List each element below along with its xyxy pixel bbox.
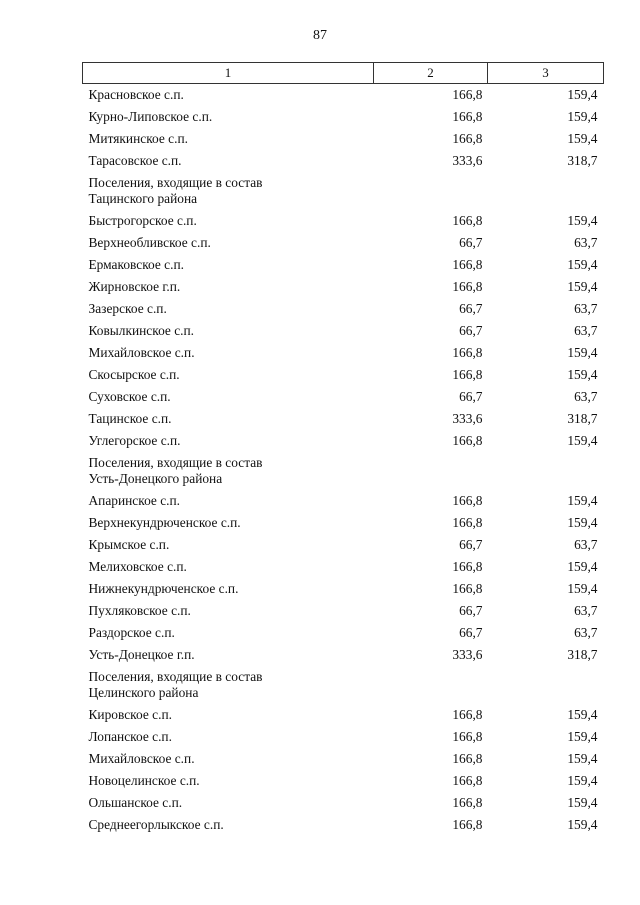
value-column-3: 159,4 <box>567 366 598 382</box>
table-row <box>83 770 604 792</box>
table-body <box>83 84 604 836</box>
value-column-3: 159,4 <box>567 87 598 102</box>
value-column-2: 166,8 <box>452 728 483 744</box>
table-row <box>83 600 604 622</box>
value-column-2: 166,8 <box>452 278 483 294</box>
value-column-2: 66,7 <box>459 234 483 250</box>
table-row <box>83 254 604 276</box>
settlement-name: Ермаковское с.п. <box>88 256 184 272</box>
settlement-name: Жирновское г.п. <box>88 278 181 294</box>
table-row <box>83 298 604 320</box>
group-title-line: Поселения, входящие в состав <box>88 454 263 470</box>
value-column-3: 159,4 <box>567 212 598 228</box>
settlement-name: Ольшанское с.п. <box>88 794 183 810</box>
settlement-name: Михайловское с.п. <box>88 750 195 766</box>
table-row <box>83 534 604 556</box>
group-title <box>83 452 374 490</box>
value-column-3: 159,4 <box>567 256 598 272</box>
settlements-table <box>82 62 604 836</box>
group-title-line: Тацинского района <box>88 190 198 206</box>
settlement-name: Крымское с.п. <box>88 536 170 552</box>
value-column-3: 63,7 <box>574 322 598 338</box>
settlement-name: Красновское с.п. <box>88 87 184 102</box>
table-row <box>83 342 604 364</box>
value-column-2: 166,8 <box>452 794 483 810</box>
value-column-2: 166,8 <box>452 706 483 722</box>
settlement-name: Ковылкинское с.п. <box>88 322 195 338</box>
table-row <box>83 106 604 128</box>
header-row <box>83 63 604 84</box>
value-column-3: 159,4 <box>567 278 598 294</box>
value-column-2: 166,8 <box>452 772 483 788</box>
table-row <box>83 704 604 726</box>
value-column-3: 159,4 <box>567 108 598 124</box>
settlement-name: Зазерское с.п. <box>88 300 167 316</box>
value-column-2: 166,8 <box>452 87 483 102</box>
empty-cell <box>488 452 604 490</box>
table-row <box>83 386 604 408</box>
group-title-line: Целинского района <box>88 684 199 700</box>
value-column-3: 318,7 <box>567 410 598 426</box>
value-column-2: 333,6 <box>452 646 483 662</box>
value-column-3: 63,7 <box>574 624 598 640</box>
settlement-name: Новоцелинское с.п. <box>88 772 200 788</box>
value-column-3: 159,4 <box>567 706 598 722</box>
table-row <box>83 210 604 232</box>
value-column-2: 66,7 <box>459 300 483 316</box>
value-column-3: 159,4 <box>567 728 598 744</box>
value-column-3: 63,7 <box>574 388 598 404</box>
group-header-row <box>83 172 604 210</box>
settlement-name: Апаринское с.п. <box>88 492 181 508</box>
value-column-2: 66,7 <box>459 322 483 338</box>
settlement-name: Быстрогорское с.п. <box>88 212 197 228</box>
settlement-name: Тарасовское с.п. <box>88 152 182 168</box>
settlement-name: Пухляковское с.п. <box>88 602 191 618</box>
table-row <box>83 232 604 254</box>
settlement-name: Верхнекундрюченское с.п. <box>88 514 241 530</box>
table-row <box>83 578 604 600</box>
value-column-3: 159,4 <box>567 558 598 574</box>
value-column-2: 66,7 <box>459 536 483 552</box>
value-column-2: 166,8 <box>452 256 483 272</box>
value-column-3: 159,4 <box>567 130 598 146</box>
table-row <box>83 364 604 386</box>
table-row <box>83 814 604 836</box>
settlement-name: Среднеегорлыкское с.п. <box>88 816 224 832</box>
table-row <box>83 726 604 748</box>
value-column-2: 333,6 <box>452 152 483 168</box>
value-column-2: 166,8 <box>452 514 483 530</box>
value-column-2: 166,8 <box>452 816 483 832</box>
value-column-2: 166,8 <box>452 344 483 360</box>
column-header-3: 3 <box>488 63 604 84</box>
table-header <box>83 63 604 84</box>
table-row <box>83 512 604 534</box>
settlement-name: Скосырское с.п. <box>88 366 180 382</box>
page-number: 87 <box>313 28 327 43</box>
settlement-name: Углегорское с.п. <box>88 432 181 448</box>
settlement-name: Усть-Донецкое г.п. <box>88 646 195 662</box>
group-title-line: Поселения, входящие в состав <box>88 174 263 190</box>
table-row <box>83 408 604 430</box>
value-column-3: 159,4 <box>567 580 598 596</box>
settlement-name: Тацинское с.п. <box>88 410 172 426</box>
empty-cell <box>488 172 604 210</box>
settlement-name: Кировское с.п. <box>88 706 172 722</box>
table-row <box>83 490 604 512</box>
group-title <box>83 666 374 704</box>
value-column-2: 66,7 <box>459 602 483 618</box>
settlement-name: Нижнекундрюченское с.п. <box>88 580 239 596</box>
value-column-3: 159,4 <box>567 816 598 832</box>
table-row <box>83 150 604 172</box>
table-row <box>83 644 604 666</box>
value-column-3: 63,7 <box>574 602 598 618</box>
value-column-2: 166,8 <box>452 580 483 596</box>
settlement-name: Верхнеобливское с.п. <box>88 234 211 250</box>
settlement-name: Лопанское с.п. <box>88 728 172 744</box>
table-row <box>83 556 604 578</box>
table-row <box>83 320 604 342</box>
table-row <box>83 792 604 814</box>
settlement-name: Митякинское с.п. <box>88 130 188 146</box>
value-column-3: 63,7 <box>574 300 598 316</box>
value-column-3: 159,4 <box>567 772 598 788</box>
column-header-1: 1 <box>83 63 374 84</box>
value-column-2: 166,8 <box>452 130 483 146</box>
settlement-name: Суховское с.п. <box>88 388 171 404</box>
table-row <box>83 276 604 298</box>
empty-cell <box>374 172 488 210</box>
value-column-2: 166,8 <box>452 108 483 124</box>
value-column-3: 63,7 <box>574 234 598 250</box>
table-row <box>83 622 604 644</box>
group-title <box>83 172 374 210</box>
column-header-2: 2 <box>374 63 488 84</box>
empty-cell <box>374 452 488 490</box>
group-header-row <box>83 452 604 490</box>
value-column-2: 333,6 <box>452 410 483 426</box>
value-column-2: 66,7 <box>459 388 483 404</box>
group-title-line: Усть-Донецкого района <box>88 470 223 486</box>
group-title-line: Поселения, входящие в состав <box>88 668 263 684</box>
value-column-2: 166,8 <box>452 492 483 508</box>
table-row <box>83 84 604 106</box>
settlement-name: Раздорское с.п. <box>88 624 175 640</box>
value-column-3: 159,4 <box>567 344 598 360</box>
value-column-3: 63,7 <box>574 536 598 552</box>
settlement-name: Михайловское с.п. <box>88 344 195 360</box>
value-column-3: 318,7 <box>567 646 598 662</box>
value-column-3: 159,4 <box>567 794 598 810</box>
table-row <box>83 748 604 770</box>
empty-cell <box>488 666 604 704</box>
settlement-name: Мелиховское с.п. <box>88 558 187 574</box>
settlement-name: Курно-Липовское с.п. <box>88 108 213 124</box>
value-column-2: 166,8 <box>452 558 483 574</box>
empty-cell <box>374 666 488 704</box>
table-row <box>83 430 604 452</box>
value-column-3: 318,7 <box>567 152 598 168</box>
value-column-2: 166,8 <box>452 750 483 766</box>
value-column-3: 159,4 <box>567 750 598 766</box>
value-column-2: 66,7 <box>459 624 483 640</box>
value-column-3: 159,4 <box>567 514 598 530</box>
group-header-row <box>83 666 604 704</box>
value-column-2: 166,8 <box>452 212 483 228</box>
table-row <box>83 128 604 150</box>
value-column-2: 166,8 <box>452 366 483 382</box>
value-column-3: 159,4 <box>567 432 598 448</box>
value-column-3: 159,4 <box>567 492 598 508</box>
value-column-2: 166,8 <box>452 432 483 448</box>
